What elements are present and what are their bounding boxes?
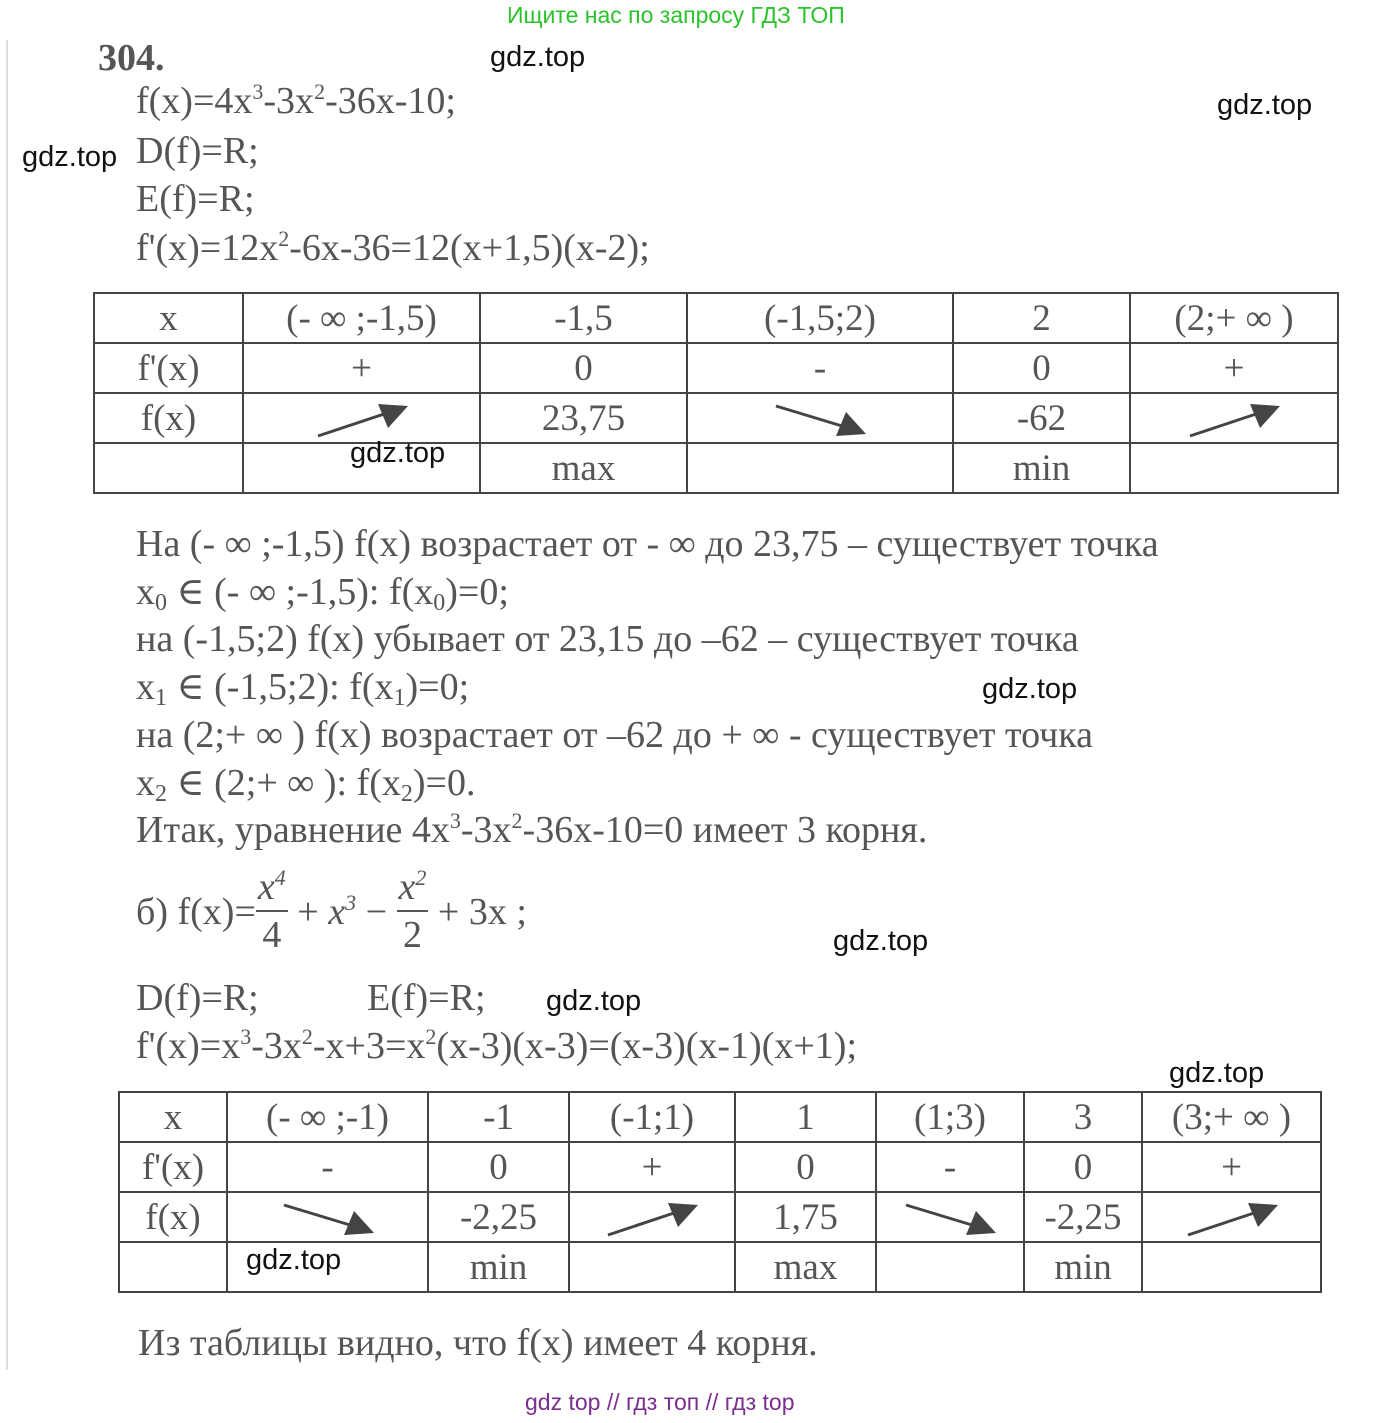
table-cell [1142,1192,1321,1242]
decreasing-arrow-icon [278,1199,378,1239]
analysis-line: $x_0$ ∈ (- ∞ ;-1,5): $f(x_0)=0$; [136,571,509,616]
increasing-arrow-icon [1182,1199,1282,1239]
table-cell: x [94,293,243,343]
table-cell: 1 [735,1092,876,1142]
table-row [119,1142,1321,1192]
table-cell [243,393,480,443]
table-cell [876,1192,1024,1242]
watermark: gdz.top [246,1244,342,1276]
table-cell [876,1242,1024,1292]
table-cell: max [480,443,687,493]
table-row [94,343,1338,393]
table-cell [94,443,243,493]
table-cell: 3 [1024,1092,1142,1142]
table-cell: f'(x) [119,1142,227,1192]
table-cell [119,1242,227,1292]
watermark: gdz.top [350,437,446,469]
watermark: gdz.top [22,141,118,173]
table-cell: min [428,1242,569,1292]
analysis-line: $x_2$ ∈ (2;+ ∞ ): $f(x_2)=0$. [136,762,476,807]
increasing-arrow-icon [602,1199,702,1239]
domain-line-b: D(f)=R; [136,977,259,1019]
table-row [119,1192,1321,1242]
table-cell [569,1192,735,1242]
table-cell: 23,75 [480,393,687,443]
table-cell: 0 [953,343,1130,393]
analysis-line: на (-1,5;2) f(x) убывает от 23,15 до –62 – существует точка [136,618,1079,660]
table-cell: (-1,5;2) [687,293,953,343]
table-cell [569,1242,735,1292]
table-cell: + [1142,1142,1321,1192]
table-cell: + [243,343,480,393]
function-definition: $f(x)=4x^3-3x^2-36x-10$; [136,79,456,122]
derivative-line: $f'(x)=12x^2-6x-36=12(x+1,5)(x-2)$; [136,226,650,269]
analysis-line: на (2;+ ∞ ) f(x) возрастает от –62 до + ∞ - существует точка [136,714,1094,756]
table-cell: (2;+ ∞ ) [1130,293,1338,343]
table-cell: -2,25 [1024,1192,1142,1242]
problem-number: 304. [98,37,165,79]
table-cell: 0 [480,343,687,393]
increasing-arrow-icon [1184,400,1284,440]
footer-links[interactable]: gdz top // гдз топ // гдз top [525,1389,795,1415]
range-line-b: E(f)=R; [367,977,486,1019]
domain-line: D(f)=R; [136,130,259,172]
table-cell: f(x) [94,393,243,443]
table-cell: (-1;1) [569,1092,735,1142]
table-row [94,443,1338,493]
table-cell: 1,75 [735,1192,876,1242]
table-cell [1142,1242,1321,1292]
table-cell: - [227,1142,428,1192]
table-cell: 2 [953,293,1130,343]
table-cell: 0 [428,1142,569,1192]
watermark: gdz.top [1217,89,1313,121]
table-row [119,1092,1321,1142]
header-search-link[interactable]: Ищите нас по запросу ГДЗ ТОП [507,2,845,28]
derivative-line-b: $f'(x)=x^3-3x^2-x+3=x^2(x-3)(x-3)=(x-3)(x-1)(x+1)$; [136,1024,858,1067]
table-cell: - [876,1142,1024,1192]
decreasing-arrow-icon [900,1199,1000,1239]
table-cell: + [569,1142,735,1192]
table-cell: min [953,443,1130,493]
decreasing-arrow-icon [770,400,870,440]
table-cell: + [1130,343,1338,393]
table-cell: -2,25 [428,1192,569,1242]
table-cell: -1 [428,1092,569,1142]
analysis-line: $x_1$ ∈ (-1,5;2): $f(x_1)=0$; [136,666,470,711]
watermark: gdz.top [1169,1057,1265,1089]
table-cell: min [1024,1242,1142,1292]
table-cell: (3;+ ∞ ) [1142,1092,1321,1142]
fraction: $\frac{x^4}{4}$ [257,865,286,956]
fraction: $\frac{x^2}{2}$ [398,865,427,956]
table-cell [227,1192,428,1242]
table-cell [1130,393,1338,443]
table-cell: (- ∞ ;-1) [227,1092,428,1142]
watermark: gdz.top [546,985,642,1017]
function-definition-b: б) f(x)= $\frac{x^4}{4}$ + $x^3$ − $\frac{x^2}{2}$ + 3x ; [136,865,527,956]
table-cell: -62 [953,393,1130,443]
table-cell: 0 [1024,1142,1142,1192]
watermark: gdz.top [982,673,1078,705]
sign-table-a [93,292,1339,494]
table-cell: x [119,1092,227,1142]
scan-edge-line [6,40,8,1370]
table-cell [1130,443,1338,493]
table-cell: - [687,343,953,393]
table-cell [687,443,953,493]
table-cell: -1,5 [480,293,687,343]
table-cell: f(x) [119,1192,227,1242]
table-cell: (- ∞ ;-1,5) [243,293,480,343]
increasing-arrow-icon [312,400,412,440]
table-cell: (1;3) [876,1092,1024,1142]
table-cell: 0 [735,1142,876,1192]
range-line: E(f)=R; [136,178,255,220]
table-cell: f'(x) [94,343,243,393]
analysis-line: На (- ∞ ;-1,5) f(x) возрастает от - ∞ до 23,75 – существует точка [136,523,1159,565]
conclusion-b: Из таблицы видно, что f(x) имеет 4 корня. [138,1322,818,1364]
conclusion-a: Итак, уравнение $4x^3-3x^2-36x-10=0$ имеет 3 корня. [136,808,928,851]
watermark: gdz.top [833,925,929,957]
table-row [94,293,1338,343]
table-cell [687,393,953,443]
table-cell: max [735,1242,876,1292]
table-row [94,393,1338,443]
watermark: gdz.top [490,41,586,73]
